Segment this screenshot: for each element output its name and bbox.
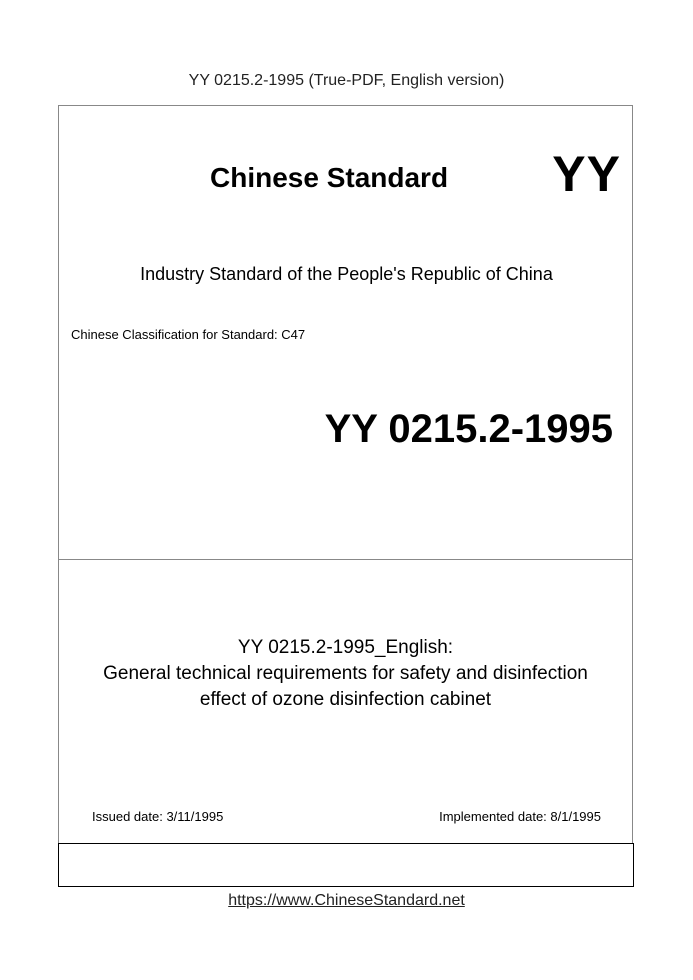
footer-box <box>58 843 634 887</box>
industry-line: Industry Standard of the People's Republic of China <box>140 264 553 284</box>
standard-heading: Chinese Standard <box>210 162 449 193</box>
document-title-line-3: effect of ozone disinfection cabinet <box>199 689 492 710</box>
issued-date: Issued date: 3/11/1995 <box>92 809 224 824</box>
standard-code-prefix: YY <box>552 146 621 202</box>
implemented-date: Implemented date: 8/1/1995 <box>439 809 601 824</box>
website-link[interactable]: https://www.ChineseStandard.net <box>228 892 465 909</box>
classification-line: Chinese Classification for Standard: C47 <box>71 327 306 342</box>
standard-number: YY 0215.2-1995 <box>324 407 613 451</box>
document-label: YY 0215.2-1995 (True-PDF, English version) <box>188 72 505 89</box>
document-title-line-2: General technical requirements for safety and disinfection <box>103 663 588 684</box>
document-title <box>58 635 633 713</box>
document-title-line-1: YY 0215.2-1995_English: <box>237 637 454 658</box>
